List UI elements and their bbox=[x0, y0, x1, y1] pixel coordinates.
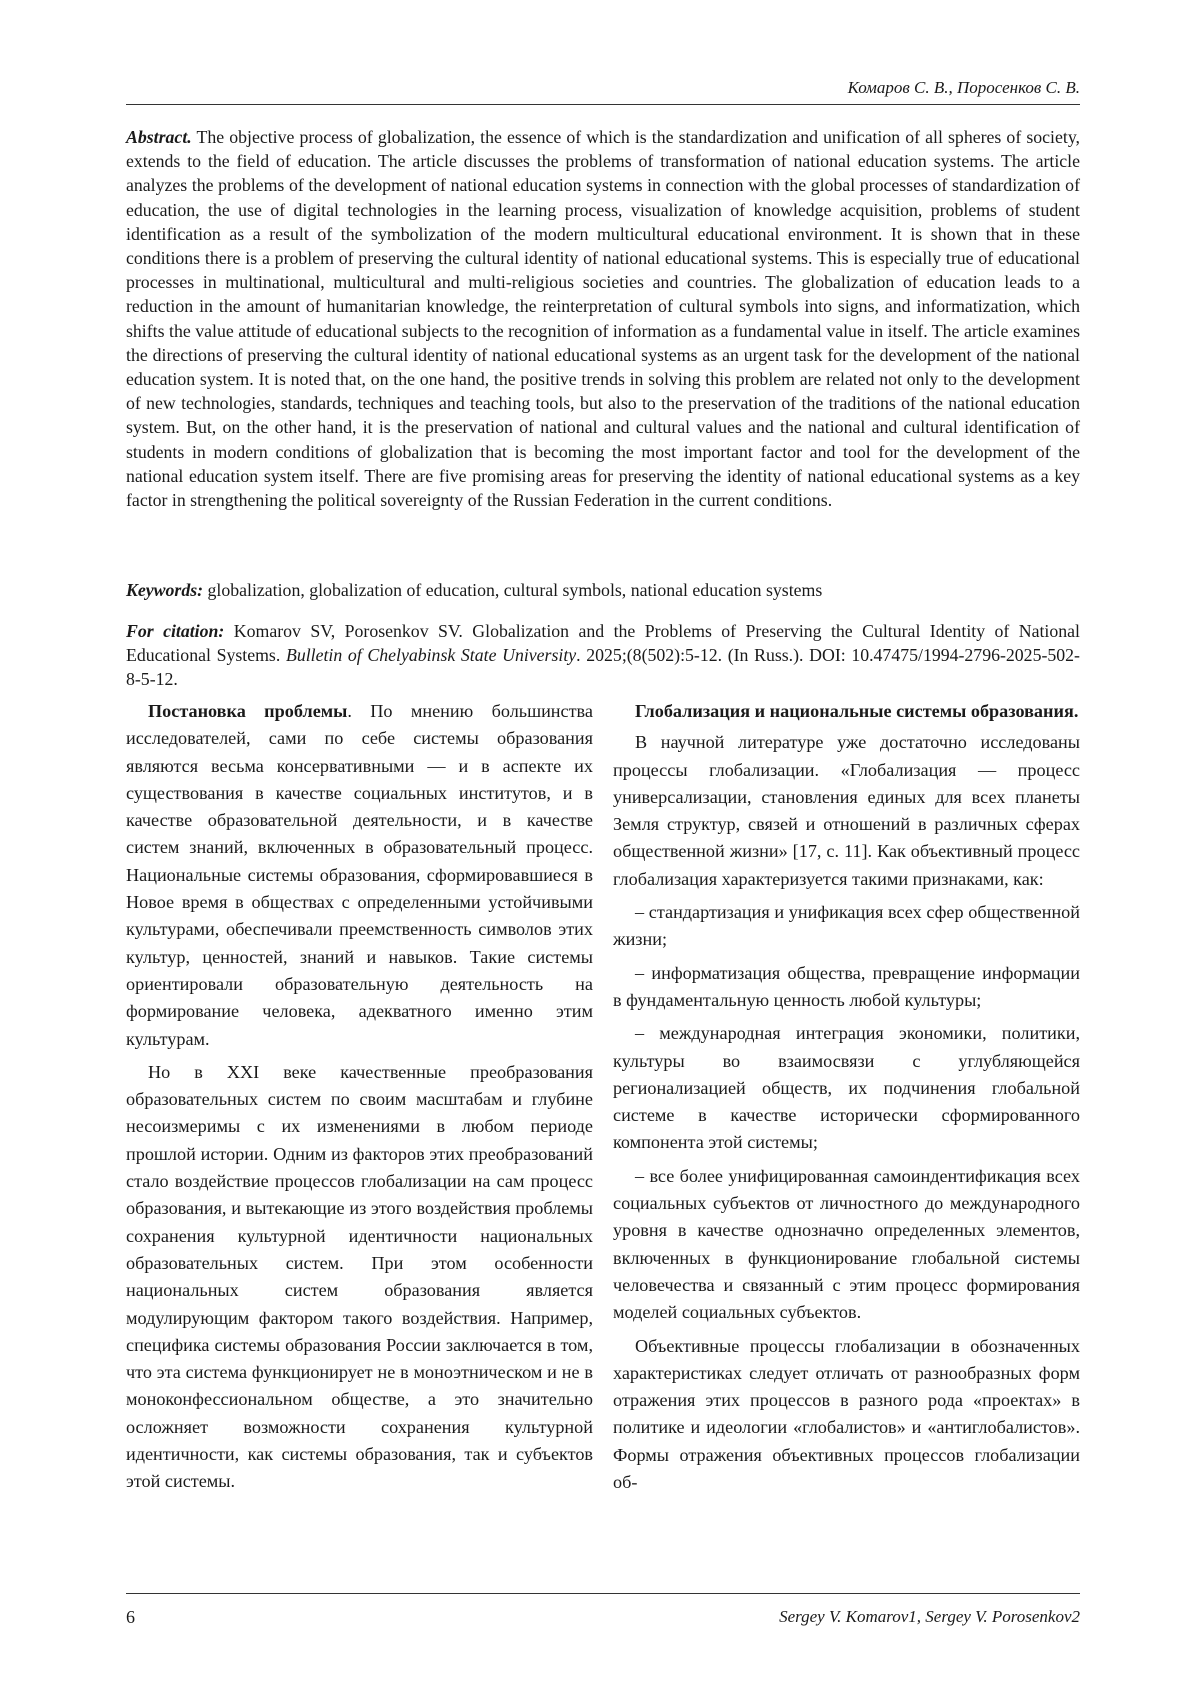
paragraph-objective-processes: Объективные процессы глобализации в обозначенных характеристиках следует отличать от разнообразных форм отражения этих процессов в разного рода «проектах» в политике и идеологии «глобалистов» и «антиглобалистов». Формы отражения объективных процессов глобализации об- bbox=[613, 1335, 1080, 1493]
citation-journal: Bulletin of Chelyabinsk State University bbox=[285, 645, 577, 666]
keywords-label: Keywords: bbox=[126, 580, 204, 600]
keywords bbox=[126, 578, 1080, 602]
paragraph-problem-statement bbox=[126, 698, 593, 1053]
abstract bbox=[126, 125, 1080, 512]
abstract-label: Abstract. bbox=[126, 127, 192, 147]
list-item: – стандартизация и унификация всех сфер общественной жизни; bbox=[613, 902, 1080, 950]
list-item: – информатизация общества, превращение информации в фундаментальную ценность любой культуры; bbox=[613, 962, 1080, 1010]
page-number: 6 bbox=[126, 1607, 135, 1627]
citation-details: . 2025;(8(502):5-12. (In Russ.). DOI: 10.47475/1994-2796-2025-502-8-5-12. bbox=[126, 645, 1080, 690]
right-column bbox=[613, 698, 1080, 1502]
list-item: – все более унифицированная самоиндентификация всех социальных субъектов от личностного до международного уровня в качестве однозначно определенных элементов, включенных в функционирование глобальной системы человечества и связанный с этим процесс формирования моделей социальных субъектов. bbox=[613, 1165, 1080, 1323]
citation-text: Komarov SV, Porosenkov SV. Globalization and the Problems of Preserving the Cultural Identity of National Educational Systems. bbox=[126, 621, 1080, 666]
citation-label: For citation: bbox=[126, 621, 225, 641]
paragraph-xxi-century: Но в XXI веке качественные преобразования образовательных систем по своим масштабам и глубине несоизмеримы с их изменениями в любом периоде прошлой истории. Одним из факторов этих преобразований стало воздействие процессов глобализации на сам процесс образования, и вытекающие из этого воздействия проблемы сохранения культурной идентичности национальных образовательных систем. При этом особенности национальных систем образования является модулирующим фактором такого воздействия. Например, специфика системы образования России заключается в том, что эта система функционирует не в моноэтническом и не в моноконфессиональном обществе, а это значительно осложняет возможности сохранения культурной идентичности, как системы образования, так и субъектов этой системы. bbox=[126, 1061, 593, 1492]
citation bbox=[126, 619, 1080, 692]
running-foot-authors: Sergey V. Komarov1, Sergey V. Porosenkov2 bbox=[779, 1607, 1080, 1626]
keywords-text: globalization, globalization of education, cultural symbols, national education systems bbox=[207, 580, 823, 600]
left-column bbox=[126, 698, 593, 1502]
abstract-text: The objective process of globalization, the essence of which is the standardization and unification of all spheres of society, extends to the field of education. The article discusses the problems of transformation of national education systems. The article analyzes the problems of the development of national education systems in connection with the global processes of standardization of education, the use of digital technologies in the learning process, visualization of knowledge acquisition, problems of student identification as a result of the symbolization of the modern multicultural educational environment. It is shown that in these conditions there is a problem of preserving the cultural identity of national educational systems. This is especially true of educational processes in multinational, multicultural and multi-religious societies and countries. The globalization of education leads to a reduction in the amount of humanitarian knowledge, the reinterpretation of cultural symbols into signs, and informatization, which shifts the value attitude of educational subjects to the recognition of information as a fundamental value in itself. The article examines the directions of preserving the cultural identity of national educational systems as an urgent task for the development of the national education system. It is noted that, on the one hand, the positive trends in solving this problem are related not only to the development of new technologies, standards, techniques and teaching tools, but also to the preservation of the traditions of the national education system. But, on the other hand, it is the preservation of national and cultural values and the national and cultural identification of students in modern conditions of globalization that is becoming the most important factor and tool for the development of the national education system itself. There are five promising areas for preserving the identity of national educational systems as a key factor in strengthening the political sovereignty of the Russian Federation in the current conditions. bbox=[126, 127, 1080, 511]
footer-rule bbox=[126, 1593, 1080, 1594]
problem-statement-head: Постановка проблемы bbox=[148, 701, 348, 721]
section-heading-globalization: Глобализация и национальные системы образования. bbox=[635, 701, 1079, 721]
header-rule bbox=[126, 104, 1080, 105]
paragraph-globalization-intro: В научной литературе уже достаточно исследованы процессы глобализации. «Глобализация — процесс универсализации, становления единых для всех планеты Земля структур, связей и отношений в различных сферах общественной жизни» [17, с. 11]. Как объективный процесс глобализация характеризуется такими признаками, как: bbox=[613, 732, 1080, 889]
list-item: – международная интеграция экономики, политики, культуры во взаимосвязи с углубляющейся регионализацией обществ, их подчинения глобальной системе в качестве исторически сформированного компонента этой системы; bbox=[613, 1023, 1080, 1153]
running-head-authors: Комаров С. В., Поросенков С. В. bbox=[847, 78, 1080, 97]
problem-statement-text: . По мнению большинства исследователей, сами по себе системы образования являются весьма консервативными — и в аспекте их существования в качестве социальных институтов, и в качестве образовательной деятельности, и в качестве систем знаний, включенных в образовательный процесс. Национальные системы образования, сформировавшиеся в Новое время в обществах с определенными устойчивыми культурами, обеспечивали преемственность символов этих культур, ценностей, знаний и навыков. Такие системы ориентировали образовательную деятельность на формирование человека, адекватного именно этим культурам. bbox=[126, 701, 593, 1049]
